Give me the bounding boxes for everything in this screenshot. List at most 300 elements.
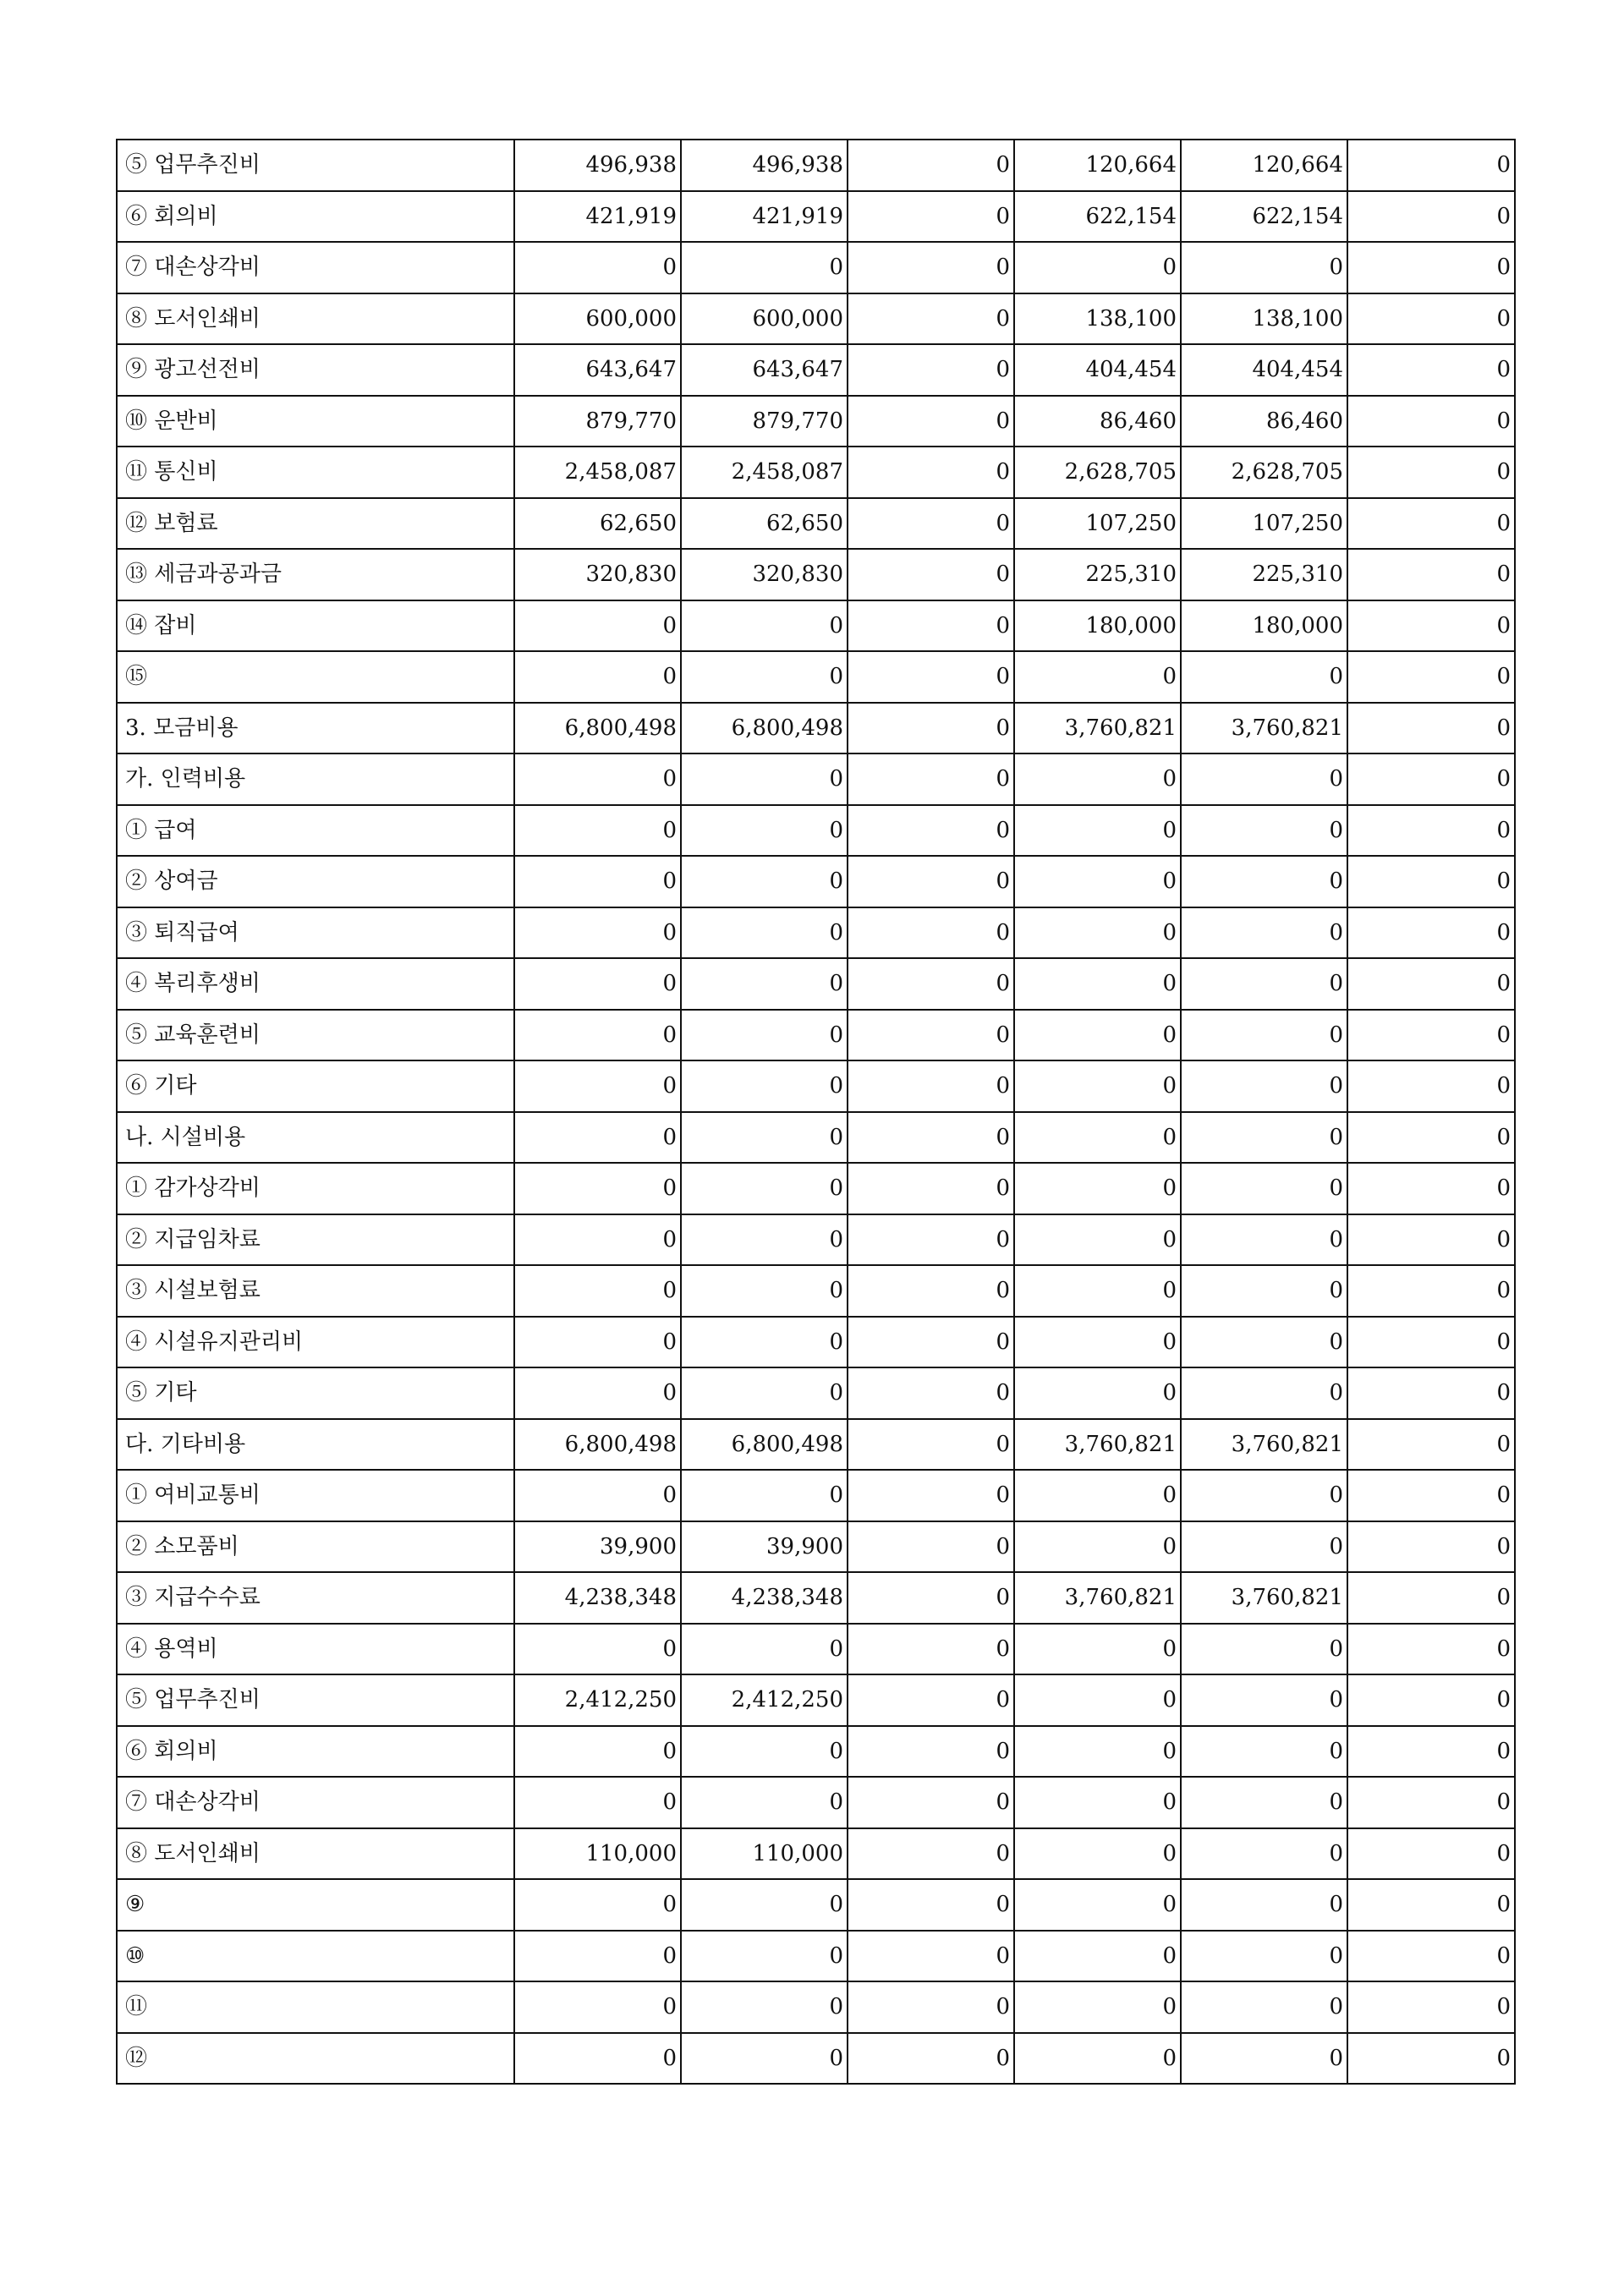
amount-cell: 0 [681, 1112, 848, 1164]
amount-cell: 0 [1347, 1470, 1515, 1521]
amount-cell: 0 [1347, 1828, 1515, 1880]
amount-cell: 0 [1347, 1726, 1515, 1778]
amount-cell: 0 [681, 651, 848, 703]
amount-cell: 0 [1347, 1572, 1515, 1624]
amount-cell: 138,100 [1014, 293, 1181, 345]
amount-cell: 0 [1014, 651, 1181, 703]
table-row [117, 242, 1515, 293]
amount-cell: 320,830 [681, 549, 848, 600]
amount-cell: 6,800,498 [514, 1419, 681, 1471]
amount-cell: 6,800,498 [514, 703, 681, 754]
amount-cell: 180,000 [1181, 600, 1347, 652]
amount-cell: 0 [681, 1470, 848, 1521]
row-label: 나. 시설비용 [117, 1112, 514, 1164]
row-label: ⑤ 업무추진비 [117, 140, 514, 191]
amount-cell: 0 [1347, 1674, 1515, 1726]
row-label: ⑤ 업무추진비 [117, 1674, 514, 1726]
amount-cell: 0 [681, 1931, 848, 1982]
amount-cell: 0 [514, 1317, 681, 1368]
amount-cell: 0 [848, 1214, 1014, 1266]
row-label: ③ 시설보험료 [117, 1265, 514, 1317]
amount-cell: 225,310 [1014, 549, 1181, 600]
amount-cell: 0 [1014, 1931, 1181, 1982]
amount-cell: 2,628,705 [1181, 447, 1347, 498]
amount-cell: 0 [1014, 1317, 1181, 1368]
row-label: ⑥ 기타 [117, 1060, 514, 1112]
amount-cell: 0 [514, 805, 681, 857]
row-label: ⑫ [117, 2033, 514, 2085]
table-row [117, 600, 1515, 652]
amount-cell: 0 [1347, 498, 1515, 550]
amount-cell: 39,900 [681, 1521, 848, 1573]
amount-cell: 0 [1347, 549, 1515, 600]
table-row [117, 1060, 1515, 1112]
amount-cell: 0 [1347, 1419, 1515, 1471]
amount-cell: 0 [514, 856, 681, 907]
amount-cell: 0 [681, 1163, 848, 1214]
amount-cell: 0 [1014, 1828, 1181, 1880]
row-label: ② 지급임차료 [117, 1214, 514, 1266]
amount-cell: 107,250 [1014, 498, 1181, 550]
amount-cell: 0 [848, 1010, 1014, 1061]
amount-cell: 0 [1347, 907, 1515, 959]
amount-cell: 0 [514, 1214, 681, 1266]
row-label: ⑪ 통신비 [117, 447, 514, 498]
amount-cell: 0 [1181, 1265, 1347, 1317]
amount-cell: 0 [1181, 958, 1347, 1010]
table-row [117, 1010, 1515, 1061]
amount-cell: 0 [1347, 1624, 1515, 1675]
table-row [117, 396, 1515, 447]
amount-cell: 3,760,821 [1014, 703, 1181, 754]
amount-cell: 0 [514, 1265, 681, 1317]
row-label: ⑨ 광고선전비 [117, 344, 514, 396]
amount-cell: 2,412,250 [681, 1674, 848, 1726]
amount-cell: 496,938 [681, 140, 848, 191]
amount-cell: 0 [848, 1060, 1014, 1112]
amount-cell: 0 [1347, 191, 1515, 243]
amount-cell: 0 [1014, 1367, 1181, 1419]
amount-cell: 421,919 [514, 191, 681, 243]
amount-cell: 0 [848, 1265, 1014, 1317]
amount-cell: 0 [681, 856, 848, 907]
amount-cell: 138,100 [1181, 293, 1347, 345]
amount-cell: 0 [1347, 1777, 1515, 1828]
amount-cell: 0 [1181, 1010, 1347, 1061]
row-label: ⑥ 회의비 [117, 191, 514, 243]
amount-cell: 0 [848, 753, 1014, 805]
amount-cell: 879,770 [681, 396, 848, 447]
amount-cell: 0 [1181, 753, 1347, 805]
amount-cell: 0 [1181, 1521, 1347, 1573]
row-label: ⑭ 잡비 [117, 600, 514, 652]
amount-cell: 0 [681, 1981, 848, 2033]
amount-cell: 0 [514, 958, 681, 1010]
amount-cell: 0 [1347, 600, 1515, 652]
amount-cell: 0 [1347, 447, 1515, 498]
amount-cell: 2,412,250 [514, 1674, 681, 1726]
table-row [117, 1470, 1515, 1521]
amount-cell: 0 [1014, 1010, 1181, 1061]
row-label: ⑮ [117, 651, 514, 703]
row-label: ⑦ 대손상각비 [117, 242, 514, 293]
amount-cell: 0 [1014, 242, 1181, 293]
expense-table [116, 139, 1516, 2085]
amount-cell: 0 [1181, 1931, 1347, 1982]
amount-cell: 622,154 [1181, 191, 1347, 243]
amount-cell: 0 [681, 805, 848, 857]
table-row [117, 958, 1515, 1010]
amount-cell: 0 [514, 753, 681, 805]
amount-cell: 0 [848, 1624, 1014, 1675]
amount-cell: 0 [514, 1367, 681, 1419]
amount-cell: 62,650 [514, 498, 681, 550]
amount-cell: 0 [848, 1419, 1014, 1471]
amount-cell: 0 [1181, 1981, 1347, 2033]
amount-cell: 0 [1014, 1777, 1181, 1828]
amount-cell: 0 [1181, 1726, 1347, 1778]
amount-cell: 0 [514, 2033, 681, 2085]
amount-cell: 0 [848, 1367, 1014, 1419]
amount-cell: 4,238,348 [681, 1572, 848, 1624]
amount-cell: 0 [848, 191, 1014, 243]
amount-cell: 0 [1347, 805, 1515, 857]
table-row [117, 1981, 1515, 2033]
amount-cell: 0 [848, 242, 1014, 293]
table-row [117, 1879, 1515, 1931]
amount-cell: 0 [514, 1726, 681, 1778]
amount-cell: 0 [1347, 703, 1515, 754]
table-row [117, 1931, 1515, 1982]
table-row [117, 447, 1515, 498]
amount-cell: 320,830 [514, 549, 681, 600]
amount-cell: 0 [681, 1010, 848, 1061]
amount-cell: 225,310 [1181, 549, 1347, 600]
amount-cell: 0 [848, 396, 1014, 447]
row-label: ③ 퇴직급여 [117, 907, 514, 959]
table-row [117, 856, 1515, 907]
amount-cell: 0 [1181, 1112, 1347, 1164]
row-label: ⑩ [117, 1931, 514, 1982]
row-label: ⑨ [117, 1879, 514, 1931]
amount-cell: 39,900 [514, 1521, 681, 1573]
amount-cell: 0 [848, 907, 1014, 959]
amount-cell: 0 [1347, 1010, 1515, 1061]
amount-cell: 0 [1347, 344, 1515, 396]
table-row [117, 1521, 1515, 1573]
table-row [117, 703, 1515, 754]
amount-cell: 0 [848, 498, 1014, 550]
amount-cell: 0 [1347, 242, 1515, 293]
row-label: ⑤ 기타 [117, 1367, 514, 1419]
amount-cell: 0 [1347, 651, 1515, 703]
amount-cell: 0 [848, 1981, 1014, 2033]
amount-cell: 0 [681, 1060, 848, 1112]
amount-cell: 0 [514, 600, 681, 652]
amount-cell: 2,628,705 [1014, 447, 1181, 498]
row-label: ⑧ 도서인쇄비 [117, 1828, 514, 1880]
amount-cell: 0 [848, 600, 1014, 652]
amount-cell: 0 [681, 1624, 848, 1675]
amount-cell: 0 [1347, 1060, 1515, 1112]
amount-cell: 0 [514, 1931, 681, 1982]
amount-cell: 0 [514, 651, 681, 703]
amount-cell: 0 [1347, 1367, 1515, 1419]
row-label: ⑤ 교육훈련비 [117, 1010, 514, 1061]
amount-cell: 6,800,498 [681, 1419, 848, 1471]
amount-cell: 600,000 [681, 293, 848, 345]
amount-cell: 0 [1181, 651, 1347, 703]
table-row [117, 1624, 1515, 1675]
amount-cell: 0 [1347, 1981, 1515, 2033]
amount-cell: 0 [848, 1726, 1014, 1778]
table-row [117, 1265, 1515, 1317]
table-row [117, 1214, 1515, 1266]
amount-cell: 0 [848, 140, 1014, 191]
amount-cell: 0 [514, 1163, 681, 1214]
table-row [117, 1317, 1515, 1368]
amount-cell: 0 [1347, 2033, 1515, 2085]
amount-cell: 0 [848, 703, 1014, 754]
amount-cell: 0 [848, 651, 1014, 703]
amount-cell: 0 [1181, 1214, 1347, 1266]
table-row [117, 549, 1515, 600]
amount-cell: 0 [848, 958, 1014, 1010]
amount-cell: 0 [1347, 396, 1515, 447]
amount-cell: 0 [681, 753, 848, 805]
row-label: ⑫ 보험료 [117, 498, 514, 550]
table-row [117, 293, 1515, 345]
amount-cell: 0 [681, 958, 848, 1010]
amount-cell: 0 [1181, 1163, 1347, 1214]
amount-cell: 0 [1347, 1163, 1515, 1214]
amount-cell: 0 [514, 1010, 681, 1061]
amount-cell: 86,460 [1014, 396, 1181, 447]
amount-cell: 3,760,821 [1181, 703, 1347, 754]
amount-cell: 0 [1014, 1470, 1181, 1521]
amount-cell: 0 [848, 1163, 1014, 1214]
table-row [117, 2033, 1515, 2085]
amount-cell: 0 [1014, 2033, 1181, 2085]
amount-cell: 0 [514, 1112, 681, 1164]
amount-cell: 0 [848, 293, 1014, 345]
amount-cell: 0 [1181, 1367, 1347, 1419]
amount-cell: 86,460 [1181, 396, 1347, 447]
table-row [117, 498, 1515, 550]
amount-cell: 0 [1347, 1112, 1515, 1164]
amount-cell: 3,760,821 [1014, 1419, 1181, 1471]
amount-cell: 0 [514, 1060, 681, 1112]
table-row [117, 907, 1515, 959]
amount-cell: 0 [1347, 1931, 1515, 1982]
table-row [117, 805, 1515, 857]
amount-cell: 0 [514, 1777, 681, 1828]
amount-cell: 0 [1181, 1777, 1347, 1828]
table-row [117, 1828, 1515, 1880]
amount-cell: 0 [1014, 1214, 1181, 1266]
table-row [117, 344, 1515, 396]
amount-cell: 0 [1014, 1981, 1181, 2033]
amount-cell: 0 [848, 856, 1014, 907]
amount-cell: 0 [681, 907, 848, 959]
amount-cell: 0 [681, 1726, 848, 1778]
table-row [117, 651, 1515, 703]
table-row [117, 1367, 1515, 1419]
amount-cell: 0 [848, 1317, 1014, 1368]
amount-cell: 0 [1181, 1317, 1347, 1368]
amount-cell: 4,238,348 [514, 1572, 681, 1624]
amount-cell: 0 [1347, 293, 1515, 345]
amount-cell: 0 [1014, 958, 1181, 1010]
amount-cell: 0 [1014, 1060, 1181, 1112]
row-label: ④ 복리후생비 [117, 958, 514, 1010]
amount-cell: 0 [1014, 1265, 1181, 1317]
amount-cell: 180,000 [1014, 600, 1181, 652]
amount-cell: 0 [848, 1470, 1014, 1521]
row-label: ⑥ 회의비 [117, 1726, 514, 1778]
amount-cell: 0 [1347, 1879, 1515, 1931]
amount-cell: 0 [1181, 1828, 1347, 1880]
amount-cell: 404,454 [1181, 344, 1347, 396]
row-label: 다. 기타비용 [117, 1419, 514, 1471]
row-label: ③ 지급수수료 [117, 1572, 514, 1624]
amount-cell: 0 [1181, 1674, 1347, 1726]
row-label: ⑩ 운반비 [117, 396, 514, 447]
amount-cell: 0 [1347, 1317, 1515, 1368]
row-label: ② 소모품비 [117, 1521, 514, 1573]
amount-cell: 0 [848, 1112, 1014, 1164]
row-label: ⑪ [117, 1981, 514, 2033]
amount-cell: 0 [1014, 1521, 1181, 1573]
amount-cell: 107,250 [1181, 498, 1347, 550]
amount-cell: 0 [1181, 1060, 1347, 1112]
amount-cell: 0 [1181, 805, 1347, 857]
amount-cell: 0 [848, 805, 1014, 857]
amount-cell: 0 [1181, 856, 1347, 907]
amount-cell: 3,760,821 [1181, 1419, 1347, 1471]
amount-cell: 0 [1014, 1163, 1181, 1214]
amount-cell: 0 [681, 242, 848, 293]
amount-cell: 0 [1014, 907, 1181, 959]
table-row [117, 1112, 1515, 1164]
amount-cell: 0 [1014, 1879, 1181, 1931]
amount-cell: 0 [1181, 1624, 1347, 1675]
amount-cell: 2,458,087 [681, 447, 848, 498]
row-label: ⑦ 대손상각비 [117, 1777, 514, 1828]
amount-cell: 0 [514, 1470, 681, 1521]
amount-cell: 0 [1014, 753, 1181, 805]
amount-cell: 0 [1014, 1112, 1181, 1164]
amount-cell: 0 [681, 1214, 848, 1266]
amount-cell: 0 [848, 344, 1014, 396]
amount-cell: 0 [1347, 1521, 1515, 1573]
amount-cell: 0 [1014, 805, 1181, 857]
amount-cell: 110,000 [681, 1828, 848, 1880]
row-label: ① 감가상각비 [117, 1163, 514, 1214]
amount-cell: 0 [514, 907, 681, 959]
table-row [117, 140, 1515, 191]
amount-cell: 0 [1014, 1726, 1181, 1778]
amount-cell: 879,770 [514, 396, 681, 447]
row-label: ④ 용역비 [117, 1624, 514, 1675]
amount-cell: 0 [848, 1777, 1014, 1828]
amount-cell: 0 [1347, 1265, 1515, 1317]
row-label: 가. 인력비용 [117, 753, 514, 805]
amount-cell: 643,647 [514, 344, 681, 396]
table-row [117, 1726, 1515, 1778]
amount-cell: 496,938 [514, 140, 681, 191]
amount-cell: 0 [848, 549, 1014, 600]
amount-cell: 0 [848, 1521, 1014, 1573]
amount-cell: 2,458,087 [514, 447, 681, 498]
amount-cell: 120,664 [1014, 140, 1181, 191]
amount-cell: 0 [1347, 140, 1515, 191]
amount-cell: 0 [848, 447, 1014, 498]
table-row [117, 1777, 1515, 1828]
amount-cell: 0 [1181, 1879, 1347, 1931]
amount-cell: 3,760,821 [1014, 1572, 1181, 1624]
amount-cell: 0 [1014, 1624, 1181, 1675]
amount-cell: 0 [848, 1828, 1014, 1880]
amount-cell: 0 [848, 1674, 1014, 1726]
amount-cell: 0 [681, 600, 848, 652]
amount-cell: 0 [1181, 2033, 1347, 2085]
row-label: ① 여비교통비 [117, 1470, 514, 1521]
amount-cell: 0 [1014, 856, 1181, 907]
amount-cell: 0 [1181, 1470, 1347, 1521]
amount-cell: 0 [681, 1317, 848, 1368]
amount-cell: 404,454 [1014, 344, 1181, 396]
row-label: ① 급여 [117, 805, 514, 857]
row-label: ⑬ 세금과공과금 [117, 549, 514, 600]
row-label: ④ 시설유지관리비 [117, 1317, 514, 1368]
amount-cell: 0 [514, 242, 681, 293]
amount-cell: 6,800,498 [681, 703, 848, 754]
amount-cell: 120,664 [1181, 140, 1347, 191]
table-row [117, 753, 1515, 805]
amount-cell: 0 [848, 2033, 1014, 2085]
table-row [117, 1163, 1515, 1214]
amount-cell: 0 [1347, 958, 1515, 1010]
amount-cell: 0 [1347, 1214, 1515, 1266]
table-row [117, 1572, 1515, 1624]
amount-cell: 600,000 [514, 293, 681, 345]
amount-cell: 0 [848, 1879, 1014, 1931]
expense-table-body [117, 140, 1515, 2084]
amount-cell: 0 [514, 1624, 681, 1675]
amount-cell: 0 [1181, 907, 1347, 959]
amount-cell: 0 [1014, 1674, 1181, 1726]
amount-cell: 0 [1347, 856, 1515, 907]
amount-cell: 0 [681, 1777, 848, 1828]
amount-cell: 643,647 [681, 344, 848, 396]
table-row [117, 1419, 1515, 1471]
amount-cell: 0 [681, 2033, 848, 2085]
amount-cell: 622,154 [1014, 191, 1181, 243]
amount-cell: 0 [848, 1572, 1014, 1624]
amount-cell: 0 [681, 1879, 848, 1931]
row-label: ② 상여금 [117, 856, 514, 907]
row-label: ⑧ 도서인쇄비 [117, 293, 514, 345]
amount-cell: 0 [1181, 242, 1347, 293]
amount-cell: 0 [681, 1265, 848, 1317]
amount-cell: 110,000 [514, 1828, 681, 1880]
amount-cell: 0 [514, 1981, 681, 2033]
amount-cell: 62,650 [681, 498, 848, 550]
amount-cell: 0 [514, 1879, 681, 1931]
row-label: 3. 모금비용 [117, 703, 514, 754]
table-row [117, 1674, 1515, 1726]
